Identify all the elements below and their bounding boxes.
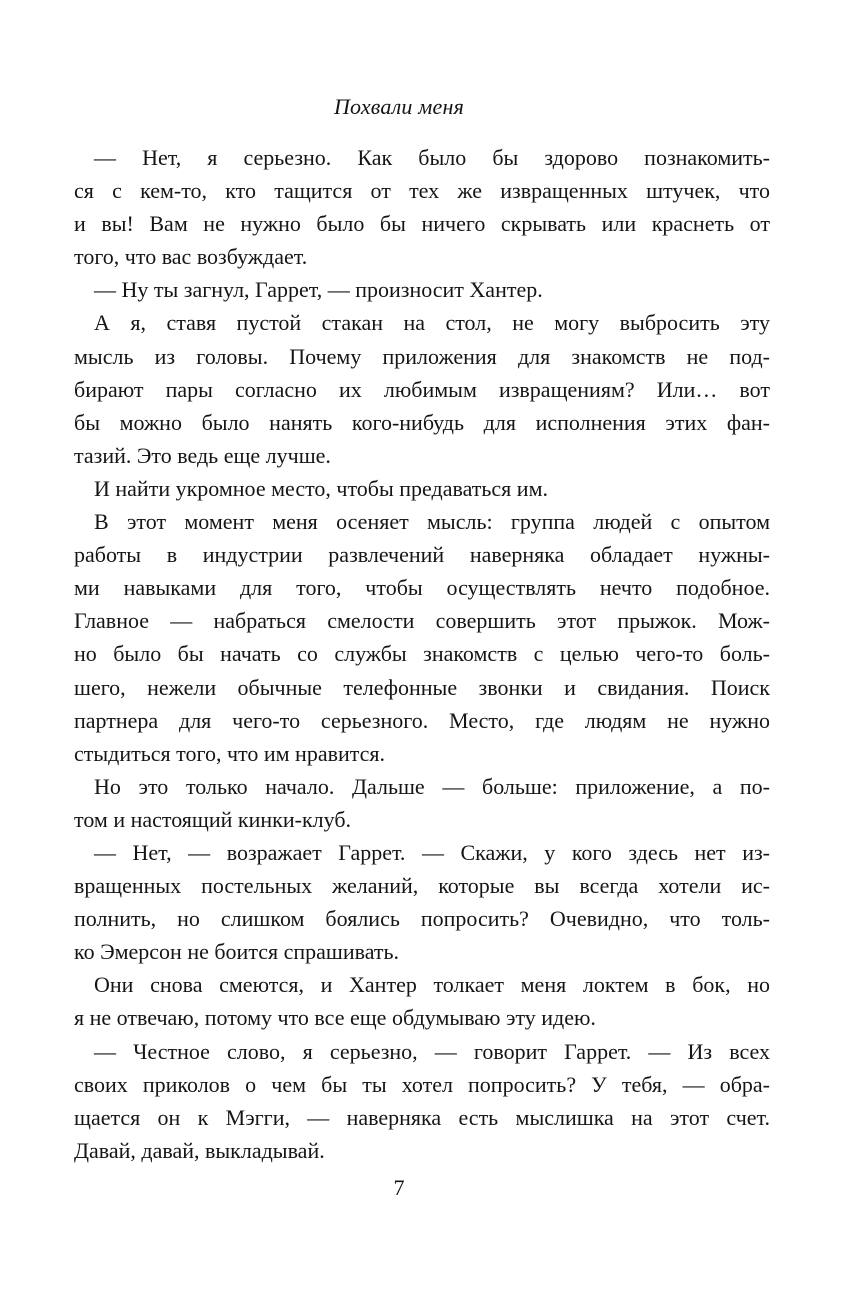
text-line: партнера для чего-то серьезного. Место, где людям не нужно xyxy=(74,707,770,733)
text-line: И найти укромное место, чтобы предаваться им. xyxy=(94,475,548,501)
text-line: стыдиться того, что им нравится. xyxy=(74,740,386,766)
text-line: — Ну ты загнул, Гаррет, — произносит Хантер. xyxy=(94,277,543,303)
text-line: полнить, но слишком боялись попросить? Очевидно, что толь- xyxy=(74,906,770,932)
text-line: ми навыками для того, чтобы осуществлять нечто подобное. xyxy=(74,575,770,601)
text-line: вращенных постельных желаний, которые вы всегда хотели ис- xyxy=(74,873,770,899)
text-line: — Нет, я серьезно. Как было бы здорово познакомить- xyxy=(94,145,770,170)
text-line: я не отвечаю, потому что все еще обдумываю эту идею. xyxy=(74,1005,596,1031)
running-header: Похвали меня xyxy=(333,94,465,119)
text-block xyxy=(74,141,770,1167)
text-line: щается он к Мэгги, — наверняка есть мыслишка на этот счет. xyxy=(74,1104,770,1130)
text-line: и вы! Вам не нужно было бы ничего скрывать или краснеть от xyxy=(74,211,770,237)
paragraph xyxy=(74,472,770,505)
text-line: работы в индустрии развлечений наверняка обладает нужны- xyxy=(74,542,770,568)
page-number: 7 xyxy=(393,1175,405,1200)
paragraph xyxy=(74,273,770,306)
text-line: А я, ставя пустой стакан на стол, не могу выбросить эту xyxy=(94,310,770,336)
text-line: мысль из головы. Почему приложения для знакомств не под- xyxy=(74,343,770,369)
paragraph xyxy=(74,1035,770,1167)
text-line: шего, нежели обычные телефонные звонки и свидания. Поиск xyxy=(74,674,770,700)
text-line: Главное — набраться смелости совершить этот прыжок. Мож- xyxy=(74,608,770,634)
text-line: ко Эмерсон не боится спрашивать. xyxy=(74,939,400,965)
text-line: но было бы начать со службы знакомств с целью чего-то боль- xyxy=(74,641,770,667)
text-line: того, что вас возбуждает. xyxy=(74,244,308,270)
text-line: — Нет, — возражает Гаррет. — Скажи, у кого здесь нет из- xyxy=(94,839,770,865)
text-line: Но это только начало. Дальше — больше: приложение, а по- xyxy=(94,773,770,799)
text-line: — Честное слово, я серьезно, — говорит Гаррет. — Из всех xyxy=(94,1038,770,1064)
paragraph xyxy=(74,770,770,836)
paragraph xyxy=(74,968,770,1034)
paragraph xyxy=(74,306,770,471)
text-line: бирают пары согласно их любимым извращениям? Или… вот xyxy=(74,376,770,402)
paragraph xyxy=(74,836,770,968)
text-line: Давай, давай, выкладывай. xyxy=(74,1137,325,1163)
text-line: бы можно было нанять кого-нибудь для исполнения этих фан- xyxy=(74,409,770,435)
text-line: тазий. Это ведь еще лучше. xyxy=(74,442,331,468)
text-line: Они снова смеются, и Хантер толкает меня локтем в бок, но xyxy=(94,972,770,998)
paragraph xyxy=(74,141,770,273)
text-line: ся с кем-то, кто тащится от тех же извращенных штучек, что xyxy=(74,178,770,204)
text-line: своих приколов о чем бы ты хотел попросить? У тебя, — обра- xyxy=(74,1071,770,1097)
text-line: том и настоящий кинки-клуб. xyxy=(74,806,352,832)
paragraph xyxy=(74,505,770,770)
text-line: В этот момент меня осеняет мысль: группа людей с опытом xyxy=(94,509,770,535)
